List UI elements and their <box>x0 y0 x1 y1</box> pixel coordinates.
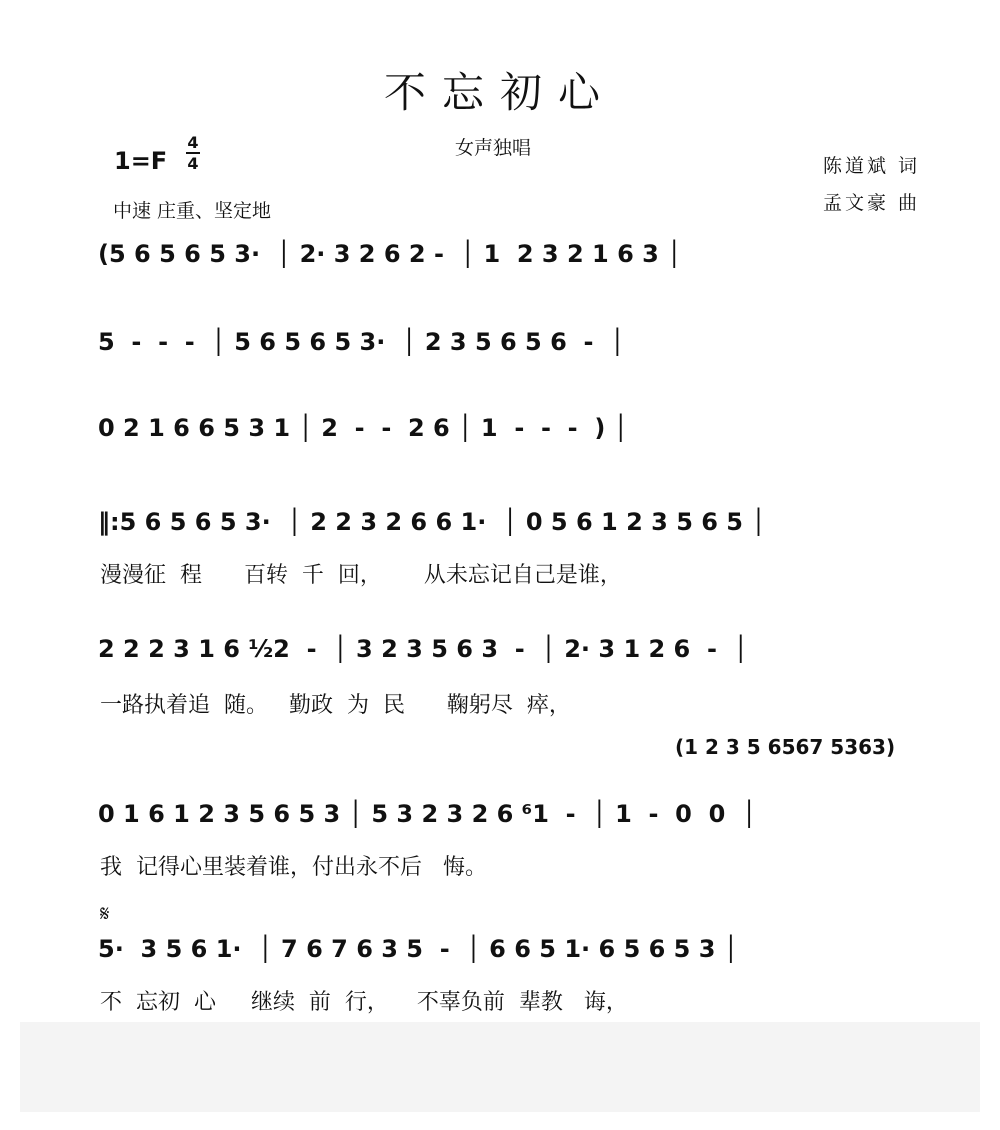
lyrics-row: 不 忘初 心 继续 前 行， 不辜负前 辈教 诲， <box>100 990 628 1015</box>
song-title: 不忘初心 <box>383 68 616 117</box>
score-row: 5· 3 5 6 1· │ 7 6 7 6 3 5 - │ 6 6 5 1· 6 5 6 5 3 │ <box>98 935 739 963</box>
composer-credit: 孟文豪 曲 <box>822 192 920 214</box>
instrumental-insert: (1 2 3 5 6567 5363) <box>675 735 896 759</box>
performance-type: 女声独唱 <box>455 137 532 159</box>
score-row: ‖:5 6 5 6 5 3· │ 2 2 3 2 6 6 1· │ 0 5 6 1 2 3 5 6 5 │ <box>98 508 766 536</box>
score-row: 0 2 1 6 6 5 3 1 │ 2 - - 2 6 │ 1 - - - ) │ <box>98 414 629 442</box>
segno-icon: 𝄋 <box>100 902 110 927</box>
meter-bottom: 4 <box>187 154 199 173</box>
lyricist-credit: 陈道斌 词 <box>822 155 920 177</box>
lyrics-row: 漫漫征 程 百转 千 回， 从未忘记自己是谁， <box>100 563 622 588</box>
meter-top: 4 <box>187 133 199 152</box>
score-row: (5 6 5 6 5 3· │ 2· 3 2 6 2 - │ 1 2 3 2 1 6 3 │ <box>98 240 682 268</box>
lyrics-row: 我 记得心里装着谁，付出永不后 悔。 <box>100 855 487 880</box>
page-bottom-band <box>20 1022 980 1112</box>
score-row: 5 - - - │ 5 6 5 6 5 3· │ 2 3 5 6 5 6 - │ <box>98 328 625 356</box>
score-row: 2 2 2 3 1 6 ½2 - │ 3 2 3 5 6 3 - │ 2· 3 1 2 6 - │ <box>98 635 749 663</box>
time-signature <box>186 134 200 172</box>
score-row: 0 1 6 1 2 3 5 6 5 3 │ 5 3 2 3 2 6 ⁶1 - │ 1 - 0 0 │ <box>98 800 757 828</box>
key-signature: 1=F <box>114 147 168 175</box>
lyrics-row: 一路执着追 随。 勤政 为 民 鞠躬尽 瘁， <box>100 693 571 718</box>
tempo-marking: 中速 庄重、坚定地 <box>113 200 272 222</box>
